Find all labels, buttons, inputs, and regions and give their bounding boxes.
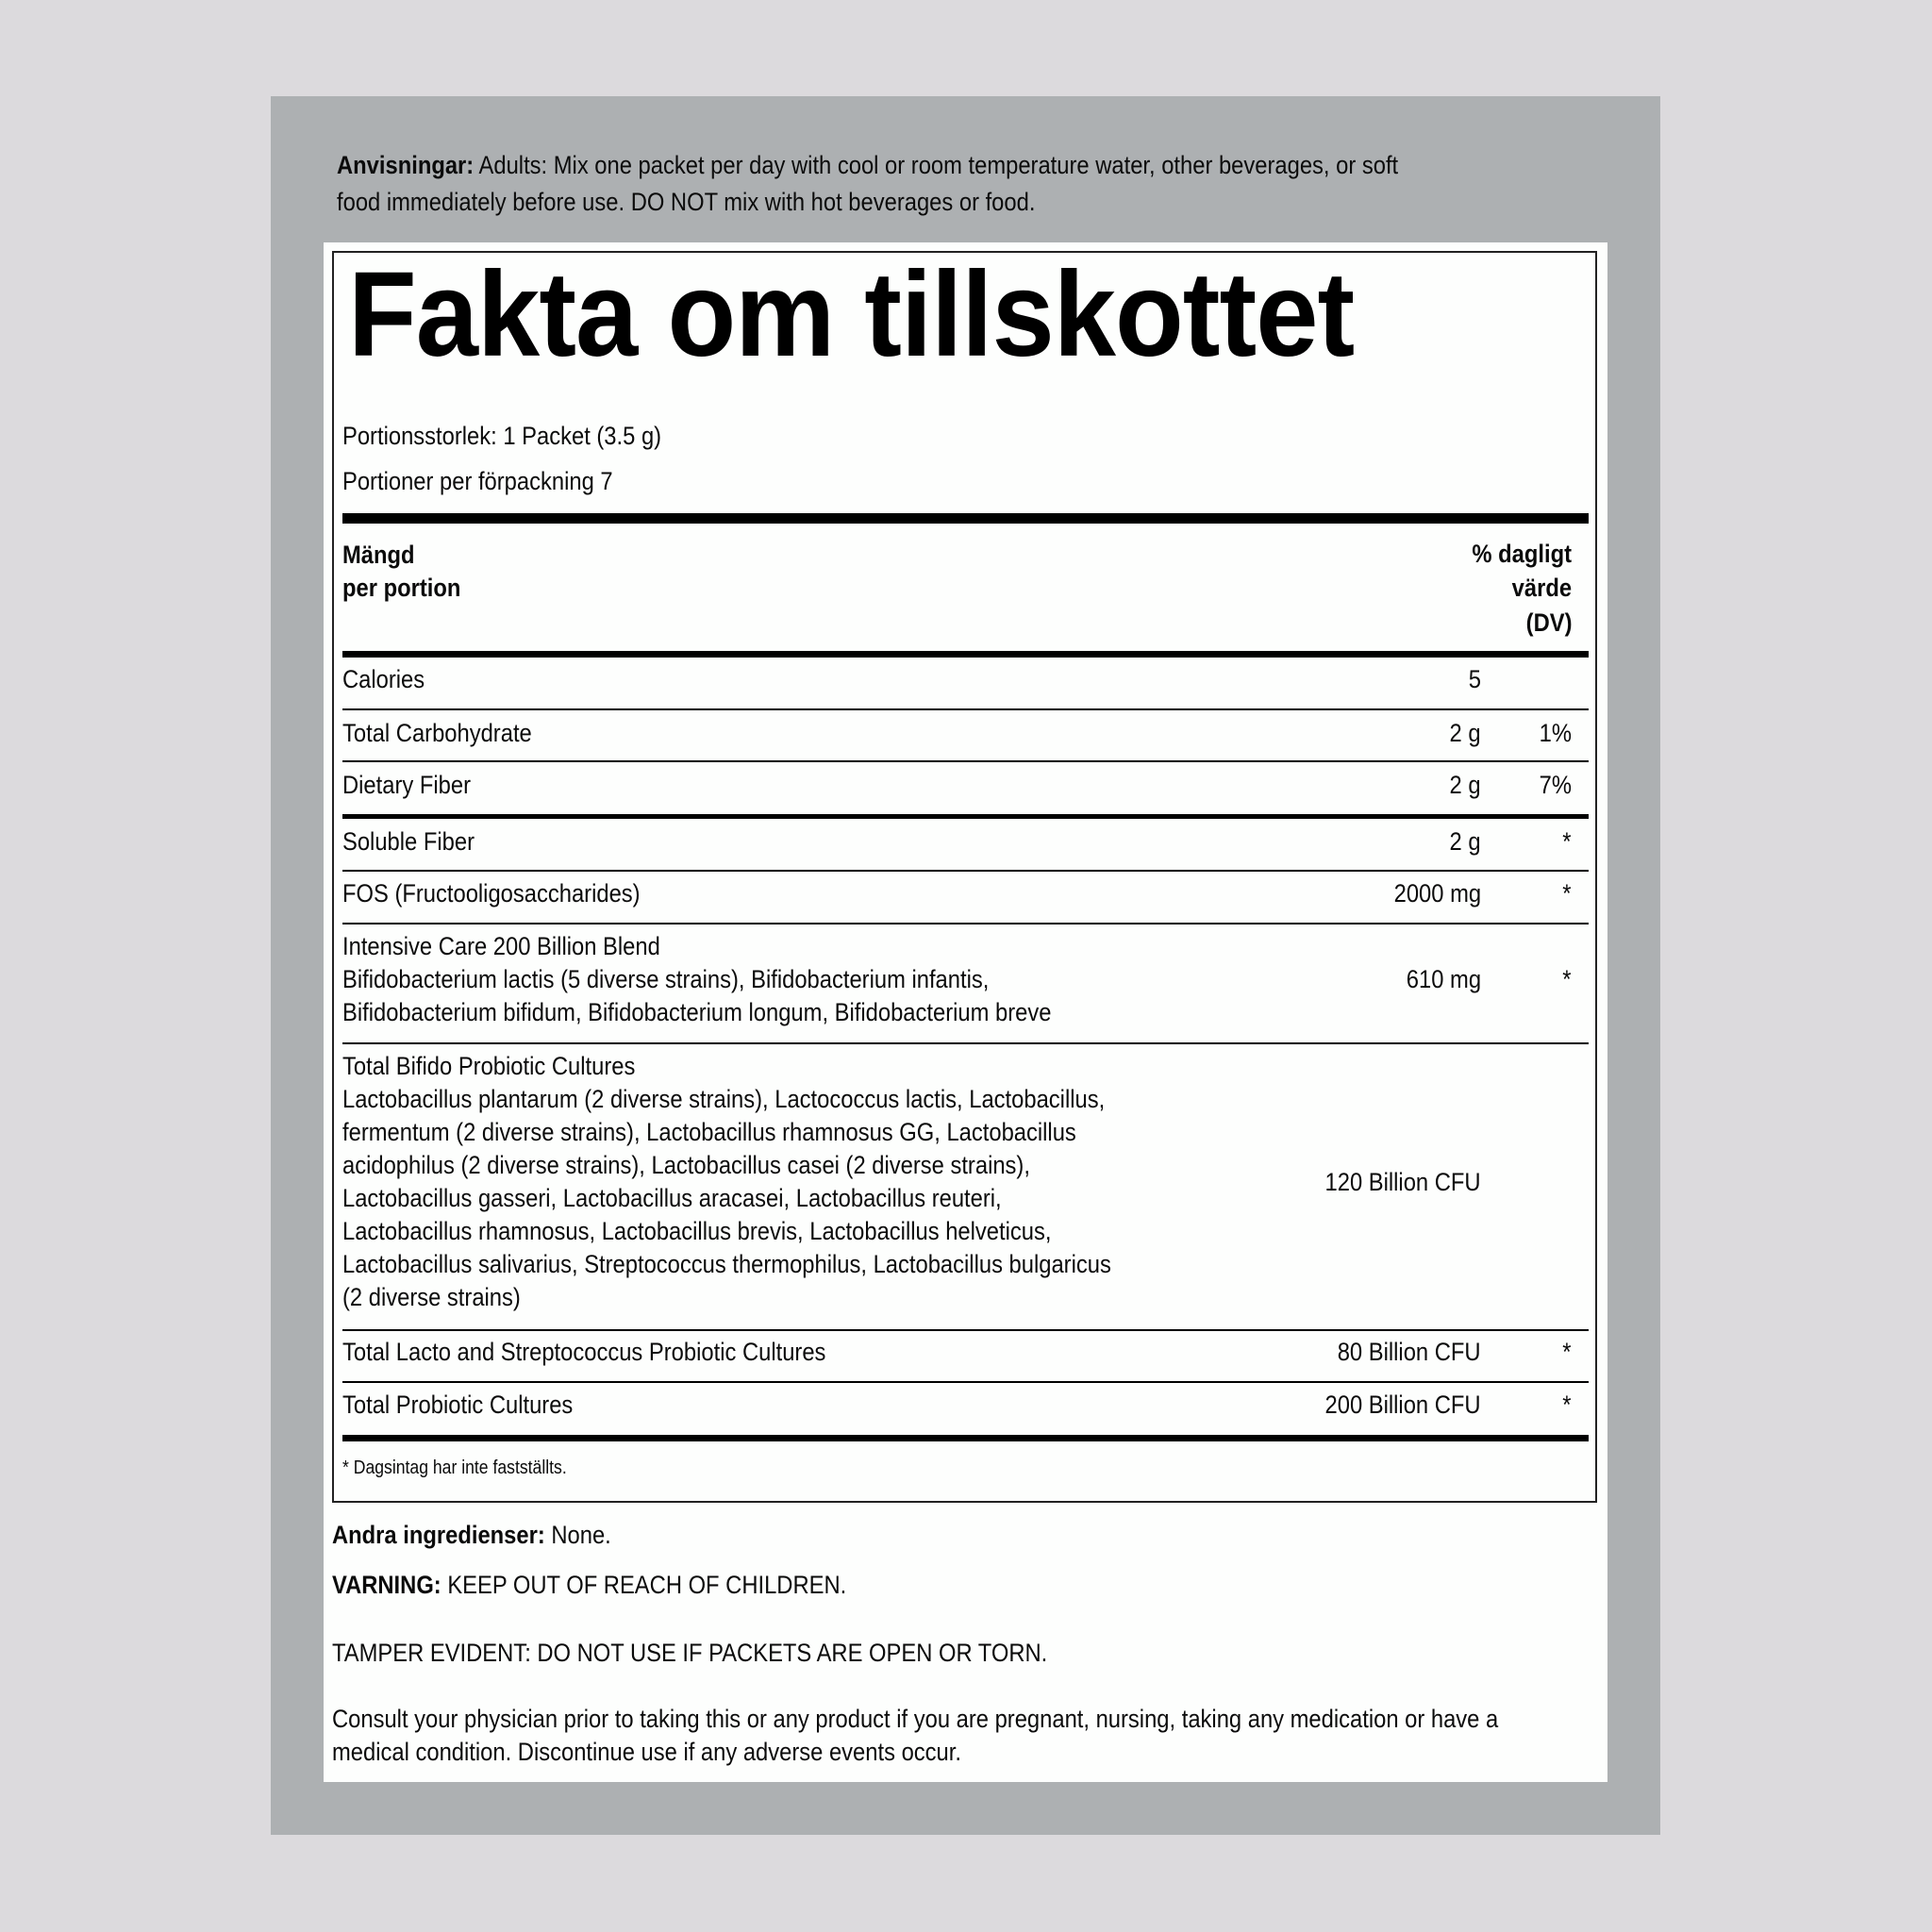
other-ingredients-label: Andra ingredienser: bbox=[332, 1521, 545, 1549]
directions-label: Anvisningar: bbox=[337, 151, 475, 179]
row-soluble-fiber-amount: 2 g bbox=[1449, 827, 1481, 856]
row-dietary-fiber-dv: 7% bbox=[1539, 771, 1572, 799]
divider bbox=[342, 870, 1589, 872]
row-bifido-detail-7: (2 diverse strains) bbox=[342, 1283, 521, 1311]
footnote: * Dagsintag har inte fastställts. bbox=[342, 1457, 567, 1478]
row-bifido-name: Total Bifido Probiotic Cultures bbox=[342, 1052, 636, 1080]
header-dv-line-3: (DV) bbox=[1525, 608, 1572, 637]
row-bifido-detail-4: Lactobacillus gasseri, Lactobacillus aracasei, Lactobacillus reuteri, bbox=[342, 1184, 1002, 1212]
row-carbohydrate-amount: 2 g bbox=[1449, 719, 1481, 747]
row-calories-amount: 5 bbox=[1468, 665, 1481, 693]
divider bbox=[342, 923, 1589, 924]
row-carbohydrate-name: Total Carbohydrate bbox=[342, 719, 532, 747]
row-soluble-fiber-dv: * bbox=[1562, 827, 1572, 856]
divider bbox=[342, 1042, 1589, 1044]
row-fos-dv: * bbox=[1562, 879, 1572, 908]
header-dv-line-1: % dagligt bbox=[1472, 540, 1572, 568]
directions-line-1 bbox=[337, 153, 1398, 178]
thick-divider-top bbox=[342, 513, 1589, 524]
directions-line-2: food immediately before use. DO NOT mix with hot beverages or food. bbox=[337, 188, 1036, 216]
directions-text-1: Adults: Mix one packet per day with cool or room temperature water, other beverages, or soft bbox=[474, 151, 1399, 179]
header-amount-line-1: Mängd bbox=[342, 541, 415, 569]
row-bifido-detail-5: Lactobacillus rhamnosus, Lactobacillus brevis, Lactobacillus helveticus, bbox=[342, 1217, 1052, 1245]
servings-per-container: Portioner per förpackning 7 bbox=[342, 467, 613, 495]
row-bifido-amount: 120 Billion CFU bbox=[1324, 1168, 1481, 1196]
warning-label: VARNING: bbox=[332, 1571, 441, 1599]
warning-value: KEEP OUT OF REACH OF CHILDREN. bbox=[441, 1571, 847, 1599]
consult-line-1: Consult your physician prior to taking this or any product if you are pregnant, nursing, taking any medication or have a bbox=[332, 1705, 1499, 1733]
row-bifido-detail-1: Lactobacillus plantarum (2 diverse strains), Lactococcus lactis, Lactobacillus, bbox=[342, 1085, 1106, 1113]
warning bbox=[332, 1573, 846, 1598]
row-lacto-name: Total Lacto and Streptococcus Probiotic Cultures bbox=[342, 1338, 826, 1366]
row-bifido-detail-2: fermentum (2 diverse strains), Lactobacillus rhamnosus GG, Lactobacillus bbox=[342, 1118, 1076, 1146]
row-total-probiotic-dv: * bbox=[1562, 1391, 1572, 1419]
row-fos-amount: 2000 mg bbox=[1393, 879, 1481, 908]
row-lacto-amount: 80 Billion CFU bbox=[1338, 1338, 1481, 1366]
row-blend-detail-2: Bifidobacterium bifidum, Bifidobacterium longum, Bifidobacterium breve bbox=[342, 998, 1052, 1026]
divider bbox=[342, 1381, 1589, 1383]
consult-line-2: medical condition. Discontinue use if any adverse events occur. bbox=[332, 1738, 961, 1766]
row-bifido-detail-6: Lactobacillus salivarius, Streptococcus thermophilus, Lactobacillus bulgaricus bbox=[342, 1250, 1111, 1278]
row-calories-name: Calories bbox=[342, 665, 425, 693]
thick-divider-header bbox=[342, 651, 1589, 658]
thick-divider-bottom bbox=[342, 1435, 1589, 1441]
row-dietary-fiber-name: Dietary Fiber bbox=[342, 771, 472, 799]
medium-divider bbox=[342, 814, 1589, 819]
other-ingredients-value: None. bbox=[544, 1521, 611, 1549]
row-blend-name: Intensive Care 200 Billion Blend bbox=[342, 932, 660, 960]
row-carbohydrate-dv: 1% bbox=[1539, 719, 1572, 747]
facts-title: Fakta om tillskottet bbox=[348, 247, 1355, 382]
other-ingredients bbox=[332, 1523, 611, 1548]
row-total-probiotic-amount: 200 Billion CFU bbox=[1324, 1391, 1481, 1419]
row-soluble-fiber-name: Soluble Fiber bbox=[342, 827, 475, 856]
row-bifido-detail-3: acidophilus (2 diverse strains), Lactobacillus casei (2 diverse strains), bbox=[342, 1151, 1030, 1179]
row-blend-detail-1: Bifidobacterium lactis (5 diverse strains), Bifidobacterium infantis, bbox=[342, 965, 990, 993]
header-amount-line-2: per portion bbox=[342, 574, 461, 602]
divider bbox=[342, 1329, 1589, 1331]
row-lacto-dv: * bbox=[1562, 1338, 1572, 1366]
row-dietary-fiber-amount: 2 g bbox=[1449, 771, 1481, 799]
row-blend-amount: 610 mg bbox=[1406, 965, 1481, 993]
divider bbox=[342, 708, 1589, 710]
row-total-probiotic-name: Total Probiotic Cultures bbox=[342, 1391, 574, 1419]
row-blend-dv: * bbox=[1562, 965, 1572, 993]
serving-size: Portionsstorlek: 1 Packet (3.5 g) bbox=[342, 422, 662, 450]
tamper-evident: TAMPER EVIDENT: DO NOT USE IF PACKETS ARE OPEN OR TORN. bbox=[332, 1639, 1048, 1667]
divider bbox=[342, 760, 1589, 762]
row-fos-name: FOS (Fructooligosaccharides) bbox=[342, 879, 641, 908]
header-dv-line-2: värde bbox=[1511, 574, 1572, 602]
